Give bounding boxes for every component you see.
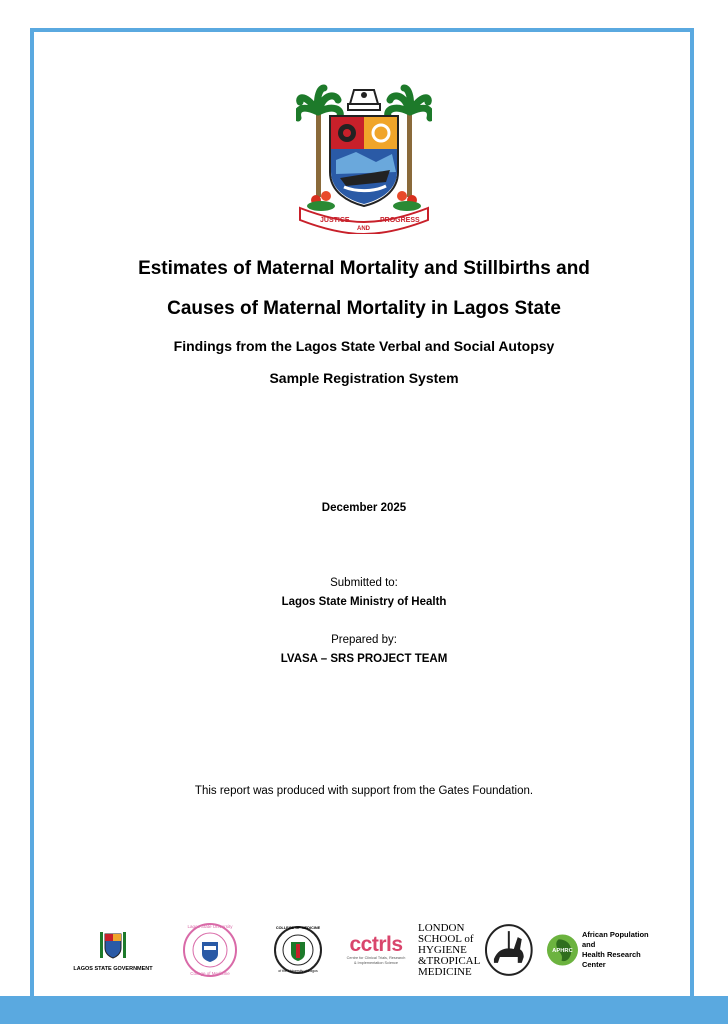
lasu-logo bbox=[180, 918, 240, 982]
motto-progress: PROGRESS bbox=[380, 217, 420, 224]
aphrc-badge-text: APHRC bbox=[552, 947, 573, 954]
lshtm-line5: MEDICINE bbox=[418, 965, 472, 978]
report-title-line-2: Causes of Maternal Mortality in Lagos State bbox=[167, 298, 561, 319]
cctrls-line1: Centre for Clinical Trials, Research bbox=[346, 956, 406, 960]
report-subtitle-line-2: Sample Registration System bbox=[269, 370, 459, 386]
aphrc-line1: African Population and bbox=[581, 930, 649, 949]
lshtm-line1: LONDON bbox=[418, 921, 465, 934]
report-subtitle-line-1: Findings from the Lagos State Verbal and Social Autopsy bbox=[173, 338, 555, 354]
motto-and: AND bbox=[357, 226, 370, 232]
lasu-seal-icon bbox=[182, 922, 238, 978]
lagos-crest-small-icon bbox=[96, 928, 130, 962]
footer-bar bbox=[0, 996, 728, 1024]
submitted-value: Lagos State Ministry of Health bbox=[281, 596, 447, 608]
lshtm-line4: &TROPICAL bbox=[418, 954, 481, 967]
prepared-value: LVASA – SRS PROJECT TEAM bbox=[280, 653, 448, 665]
lagos-government-logo bbox=[70, 918, 156, 982]
unilag-seal-icon bbox=[273, 925, 323, 975]
aphrc-badge-icon bbox=[546, 933, 579, 967]
lasu-bottom-text: College of Medicine bbox=[190, 971, 230, 976]
lagos-coat-of-arms bbox=[296, 82, 432, 234]
report-date: December 2025 bbox=[321, 502, 407, 514]
support-note: This report was produced with support from the Gates Foundation. bbox=[194, 785, 534, 797]
lshtm-line2: SCHOOL of bbox=[418, 932, 474, 945]
unilag-top-text: COLLEGE OF MEDICINE bbox=[275, 926, 321, 930]
lshtm-logo bbox=[418, 918, 534, 982]
submitted-label: Submitted to: bbox=[330, 577, 398, 589]
lagos-government-text: LAGOS STATE GOVERNMENT bbox=[73, 966, 153, 972]
prepared-label: Prepared by: bbox=[331, 634, 397, 646]
cctrls-name: cctrls bbox=[349, 933, 403, 956]
aphrc-line2: Health Research Center bbox=[581, 950, 641, 969]
cctrls-logo bbox=[344, 918, 408, 982]
cctrls-line2: & Implementation Science bbox=[353, 961, 399, 965]
lshtm-emblem-icon bbox=[484, 923, 534, 977]
lshtm-line3: HYGIENE bbox=[418, 943, 467, 956]
aphrc-logo bbox=[546, 918, 664, 982]
unilag-bottom-text: of the University of Lagos bbox=[278, 969, 318, 973]
lasu-top-text: Lagos State University bbox=[187, 924, 233, 929]
shield-icon bbox=[330, 116, 398, 206]
motto-justice: JUSTICE bbox=[320, 217, 350, 224]
crown-icon bbox=[348, 90, 380, 110]
report-title-line-1: Estimates of Maternal Mortality and Stillbirths and bbox=[138, 258, 590, 279]
unilag-medicine-logo bbox=[272, 918, 324, 982]
